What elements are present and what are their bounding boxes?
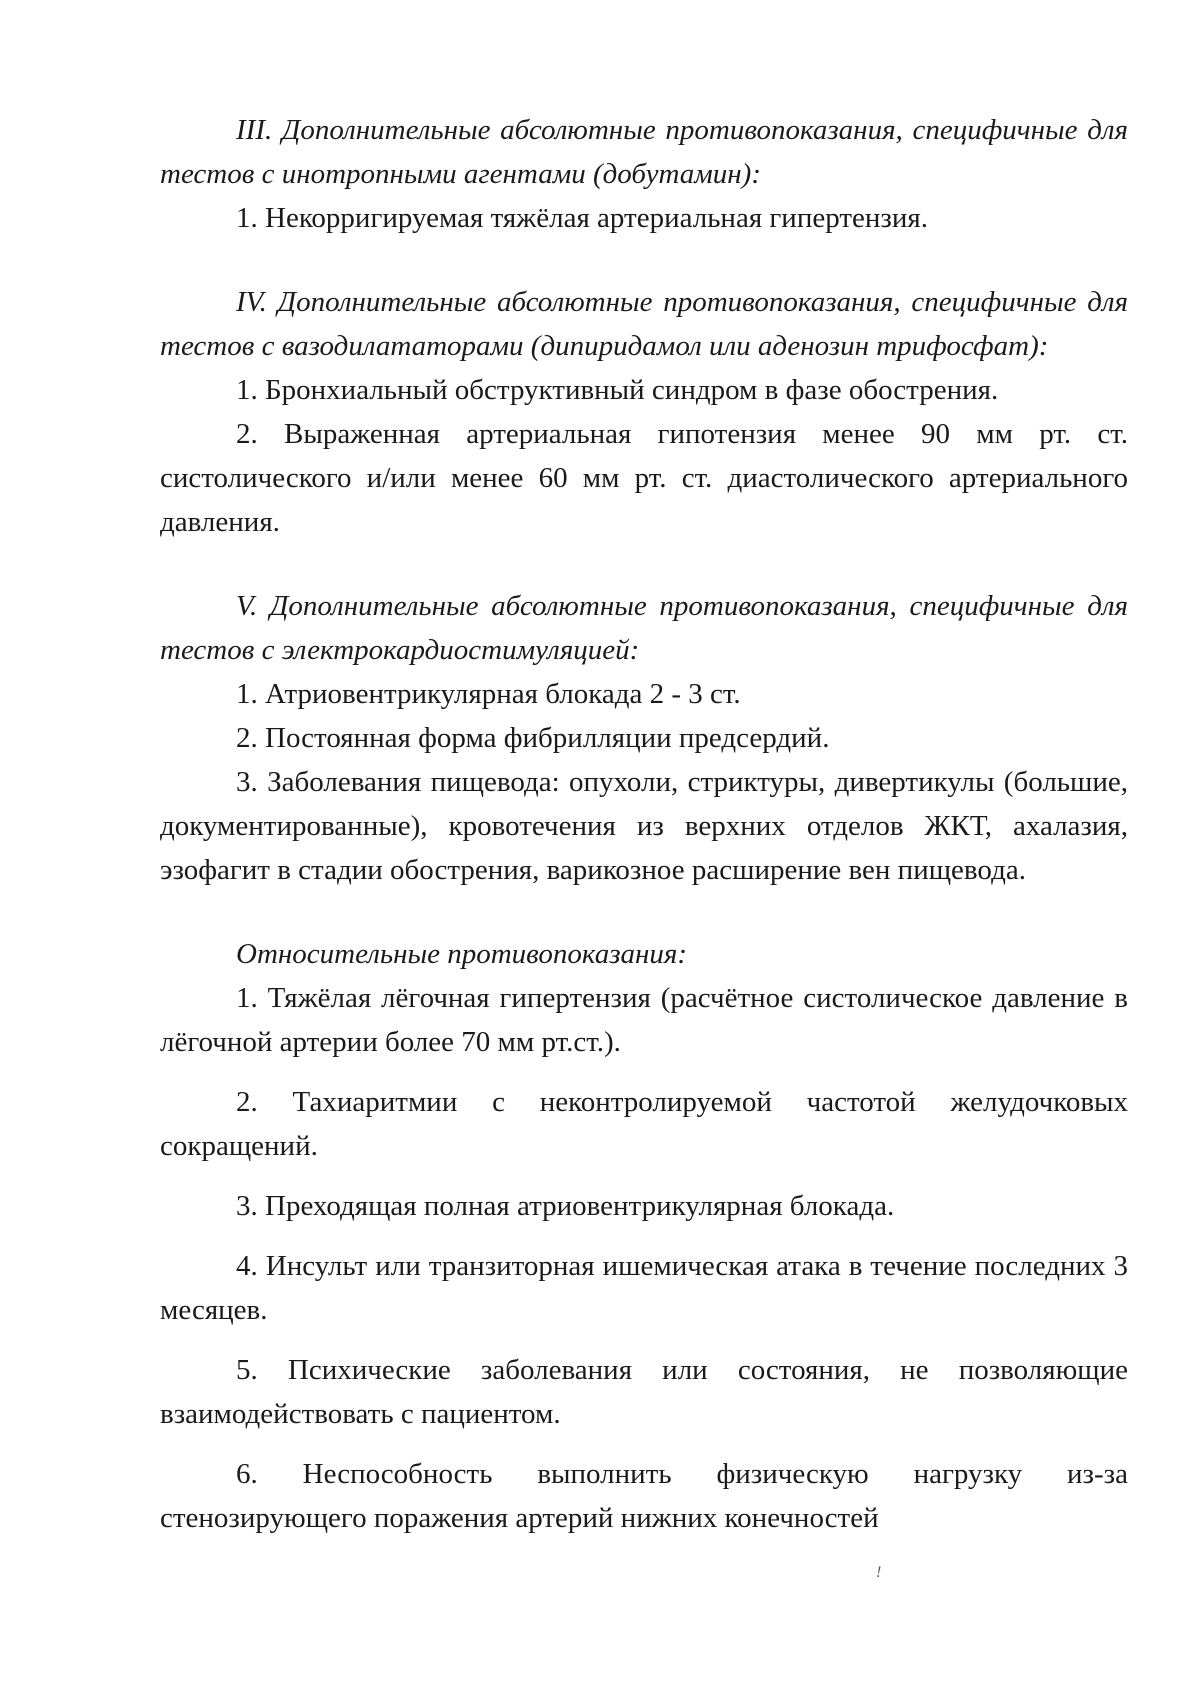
section-heading: IV. Дополнительные абсолютные противопоказания, специфичные для тестов с вазодилататорами (дипиридамол или аденозин трифосфат): <box>160 286 1128 362</box>
section-heading: Относительные противопоказания: <box>236 938 688 970</box>
document-page <box>160 108 1128 1556</box>
section-heading: III. Дополнительные абсолютные противопоказания, специфичные для тестов с инотропными агентами (добутамин): <box>160 114 1128 190</box>
list-item: 2. Выраженная артериальная гипотензия менее 90 мм рт. ст. систолического и/или менее 60 мм рт. ст. диастолического артериального давления. <box>160 418 1128 538</box>
list-item: 3. Заболевания пищевода: опухоли, стриктуры, дивертикулы (большие, документированные), кровотечения из верхних отделов ЖКТ, ахалазия, эзофагит в стадии обострения, варикозное расширение вен пищевода. <box>160 766 1128 886</box>
list-item: 2. Постоянная форма фибрилляции предсердий. <box>236 722 830 754</box>
list-item: 5. Психические заболевания или состояния, не позволяющие взаимодействовать с пациентом. <box>160 1354 1128 1430</box>
list-item: 1. Атриовентрикулярная блокада 2 - 3 ст. <box>236 678 741 710</box>
section-relative <box>160 932 1128 1540</box>
section-heading: V. Дополнительные абсолютные противопоказания, специфичные для тестов с электрокардиостимуляцией: <box>160 590 1128 666</box>
list-item: 1. Тяжёлая лёгочная гипертензия (расчётное систолическое давление в лёгочной артерии более 70 мм рт.ст.). <box>160 982 1128 1058</box>
list-item: 1. Некорригируемая тяжёлая артериальная гипертензия. <box>236 202 928 234</box>
list-item: 2. Тахиаритмии с неконтролируемой частотой желудочковых сокращений. <box>160 1086 1128 1162</box>
list-item: 3. Преходящая полная атриовентрикулярная блокада. <box>236 1190 895 1222</box>
section-v <box>160 584 1128 892</box>
list-item: 1. Бронхиальный обструктивный синдром в фазе обострения. <box>236 374 999 406</box>
stray-mark: ! <box>876 1564 882 1581</box>
list-item: 4. Инсульт или транзиторная ишемическая атака в течение последних 3 месяцев. <box>160 1250 1128 1326</box>
section-iv <box>160 280 1128 544</box>
list-item: 6. Неспособность выполнить физическую нагрузку из-за стенозирующего поражения артерий нижних конечностей <box>160 1458 1128 1534</box>
section-iii <box>160 108 1128 240</box>
